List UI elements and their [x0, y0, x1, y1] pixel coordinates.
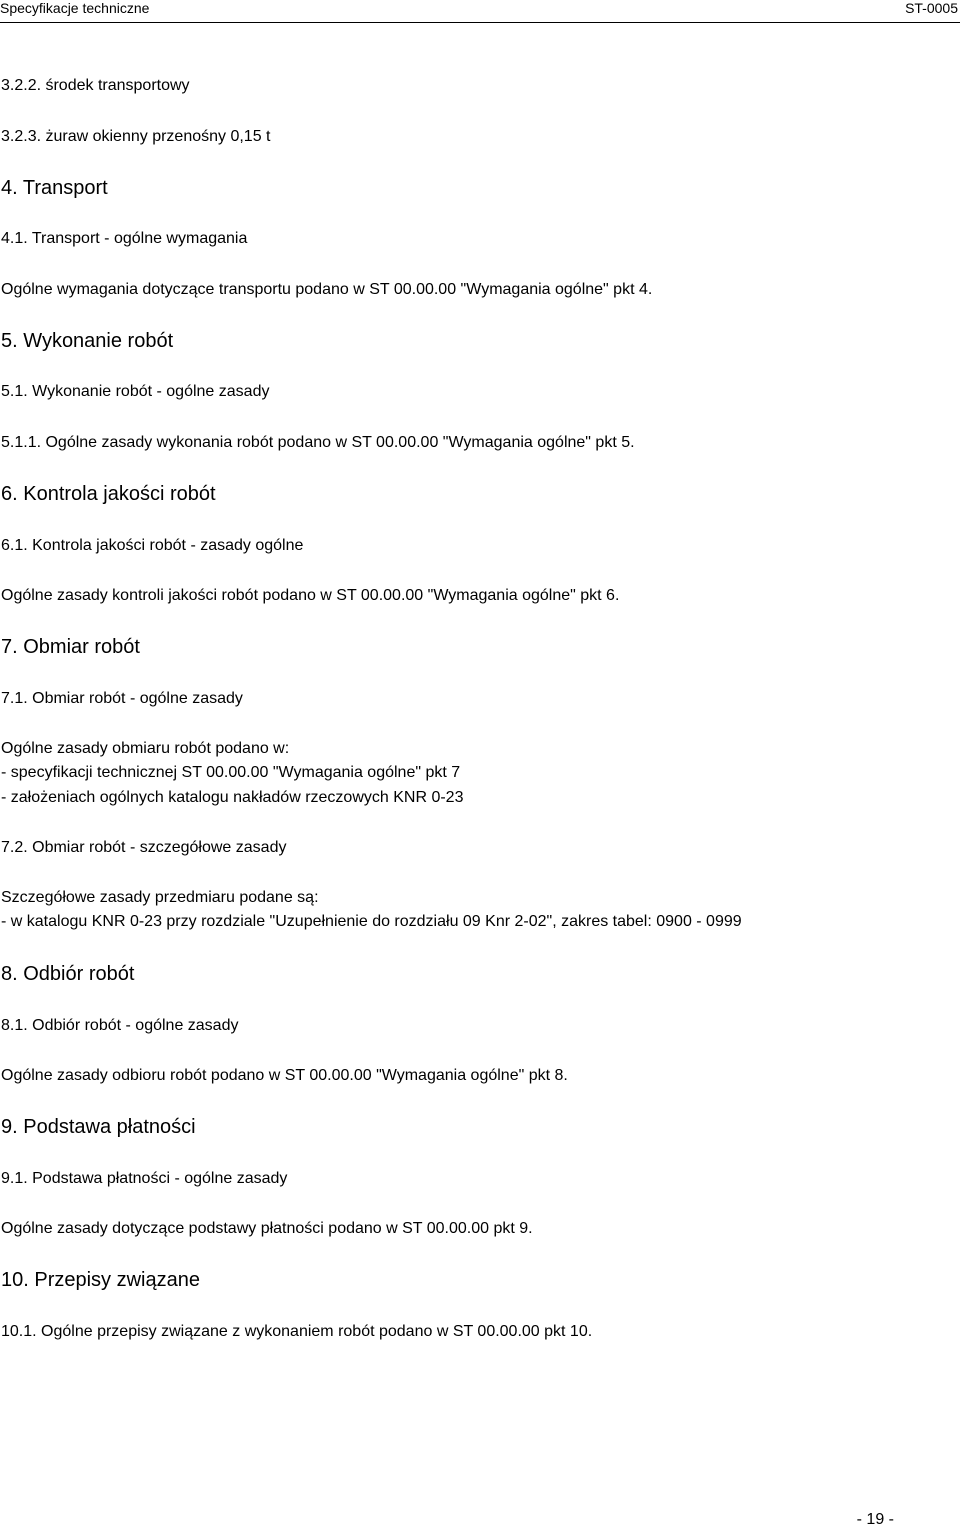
- list-item-7-2-a: - w katalogu KNR 0-23 przy rozdziale "Uzupełnienie do rozdziału 09 Knr 2-02", zakres tabel: 0900 - 0999: [1, 913, 742, 930]
- heading-6-kontrola: 6. Kontrola jakości robót: [1, 483, 216, 505]
- paragraph-7-2-intro: Szczegółowe zasady przedmiaru podane są:: [1, 889, 319, 906]
- paragraph-9-1: Ogólne zasady dotyczące podstawy płatności podano w ST 00.00.00 pkt 9.: [1, 1220, 533, 1237]
- heading-9-platnosci: 9. Podstawa płatności: [1, 1116, 196, 1138]
- section-3-2-3: 3.2.3. żuraw okienny przenośny 0,15 t: [1, 128, 271, 145]
- page-number: - 19 -: [856, 1511, 894, 1528]
- paragraph-4-1: Ogólne wymagania dotyczące transportu podano w ST 00.00.00 "Wymagania ogólne" pkt 4.: [1, 281, 653, 298]
- heading-7-obmiar: 7. Obmiar robót: [1, 636, 140, 658]
- section-5-1-1: 5.1.1. Ogólne zasady wykonania robót podano w ST 00.00.00 "Wymagania ogólne" pkt 5.: [1, 434, 635, 451]
- heading-4-transport: 4. Transport: [1, 177, 108, 199]
- header-spec-code: ST-0005: [905, 0, 958, 16]
- paragraph-6-1: Ogólne zasady kontroli jakości robót podano w ST 00.00.00 "Wymagania ogólne" pkt 6.: [1, 587, 620, 604]
- heading-10-przepisy: 10. Przepisy związane: [1, 1269, 200, 1291]
- section-4-1: 4.1. Transport - ogólne wymagania: [1, 230, 248, 247]
- section-9-1: 9.1. Podstawa płatności - ogólne zasady: [1, 1170, 288, 1187]
- section-7-1: 7.1. Obmiar robót - ogólne zasady: [1, 690, 243, 707]
- paragraph-8-1: Ogólne zasady odbioru robót podano w ST 00.00.00 "Wymagania ogólne" pkt 8.: [1, 1067, 568, 1084]
- section-5-1: 5.1. Wykonanie robót - ogólne zasady: [1, 383, 270, 400]
- paragraph-7-1-intro: Ogólne zasady obmiaru robót podano w:: [1, 740, 290, 757]
- section-3-2-2: 3.2.2. środek transportowy: [1, 77, 190, 94]
- list-item-7-1-a: - specyfikacji technicznej ST 00.00.00 "Wymagania ogólne" pkt 7: [1, 764, 461, 781]
- section-8-1: 8.1. Odbiór robót - ogólne zasady: [1, 1017, 239, 1034]
- list-item-7-1-b: - założeniach ogólnych katalogu nakładów rzeczowych KNR 0-23: [1, 789, 464, 806]
- page-header: [0, 0, 960, 23]
- section-7-2: 7.2. Obmiar robót - szczegółowe zasady: [1, 839, 287, 856]
- header-document-title: Specyfikacje techniczne: [0, 0, 150, 16]
- section-6-1: 6.1. Kontrola jakości robót - zasady ogólne: [1, 537, 304, 554]
- heading-8-odbior: 8. Odbiór robót: [1, 963, 135, 985]
- section-10-1: 10.1. Ogólne przepisy związane z wykonaniem robót podano w ST 00.00.00 pkt 10.: [1, 1323, 593, 1340]
- heading-5-wykonanie: 5. Wykonanie robót: [1, 330, 174, 352]
